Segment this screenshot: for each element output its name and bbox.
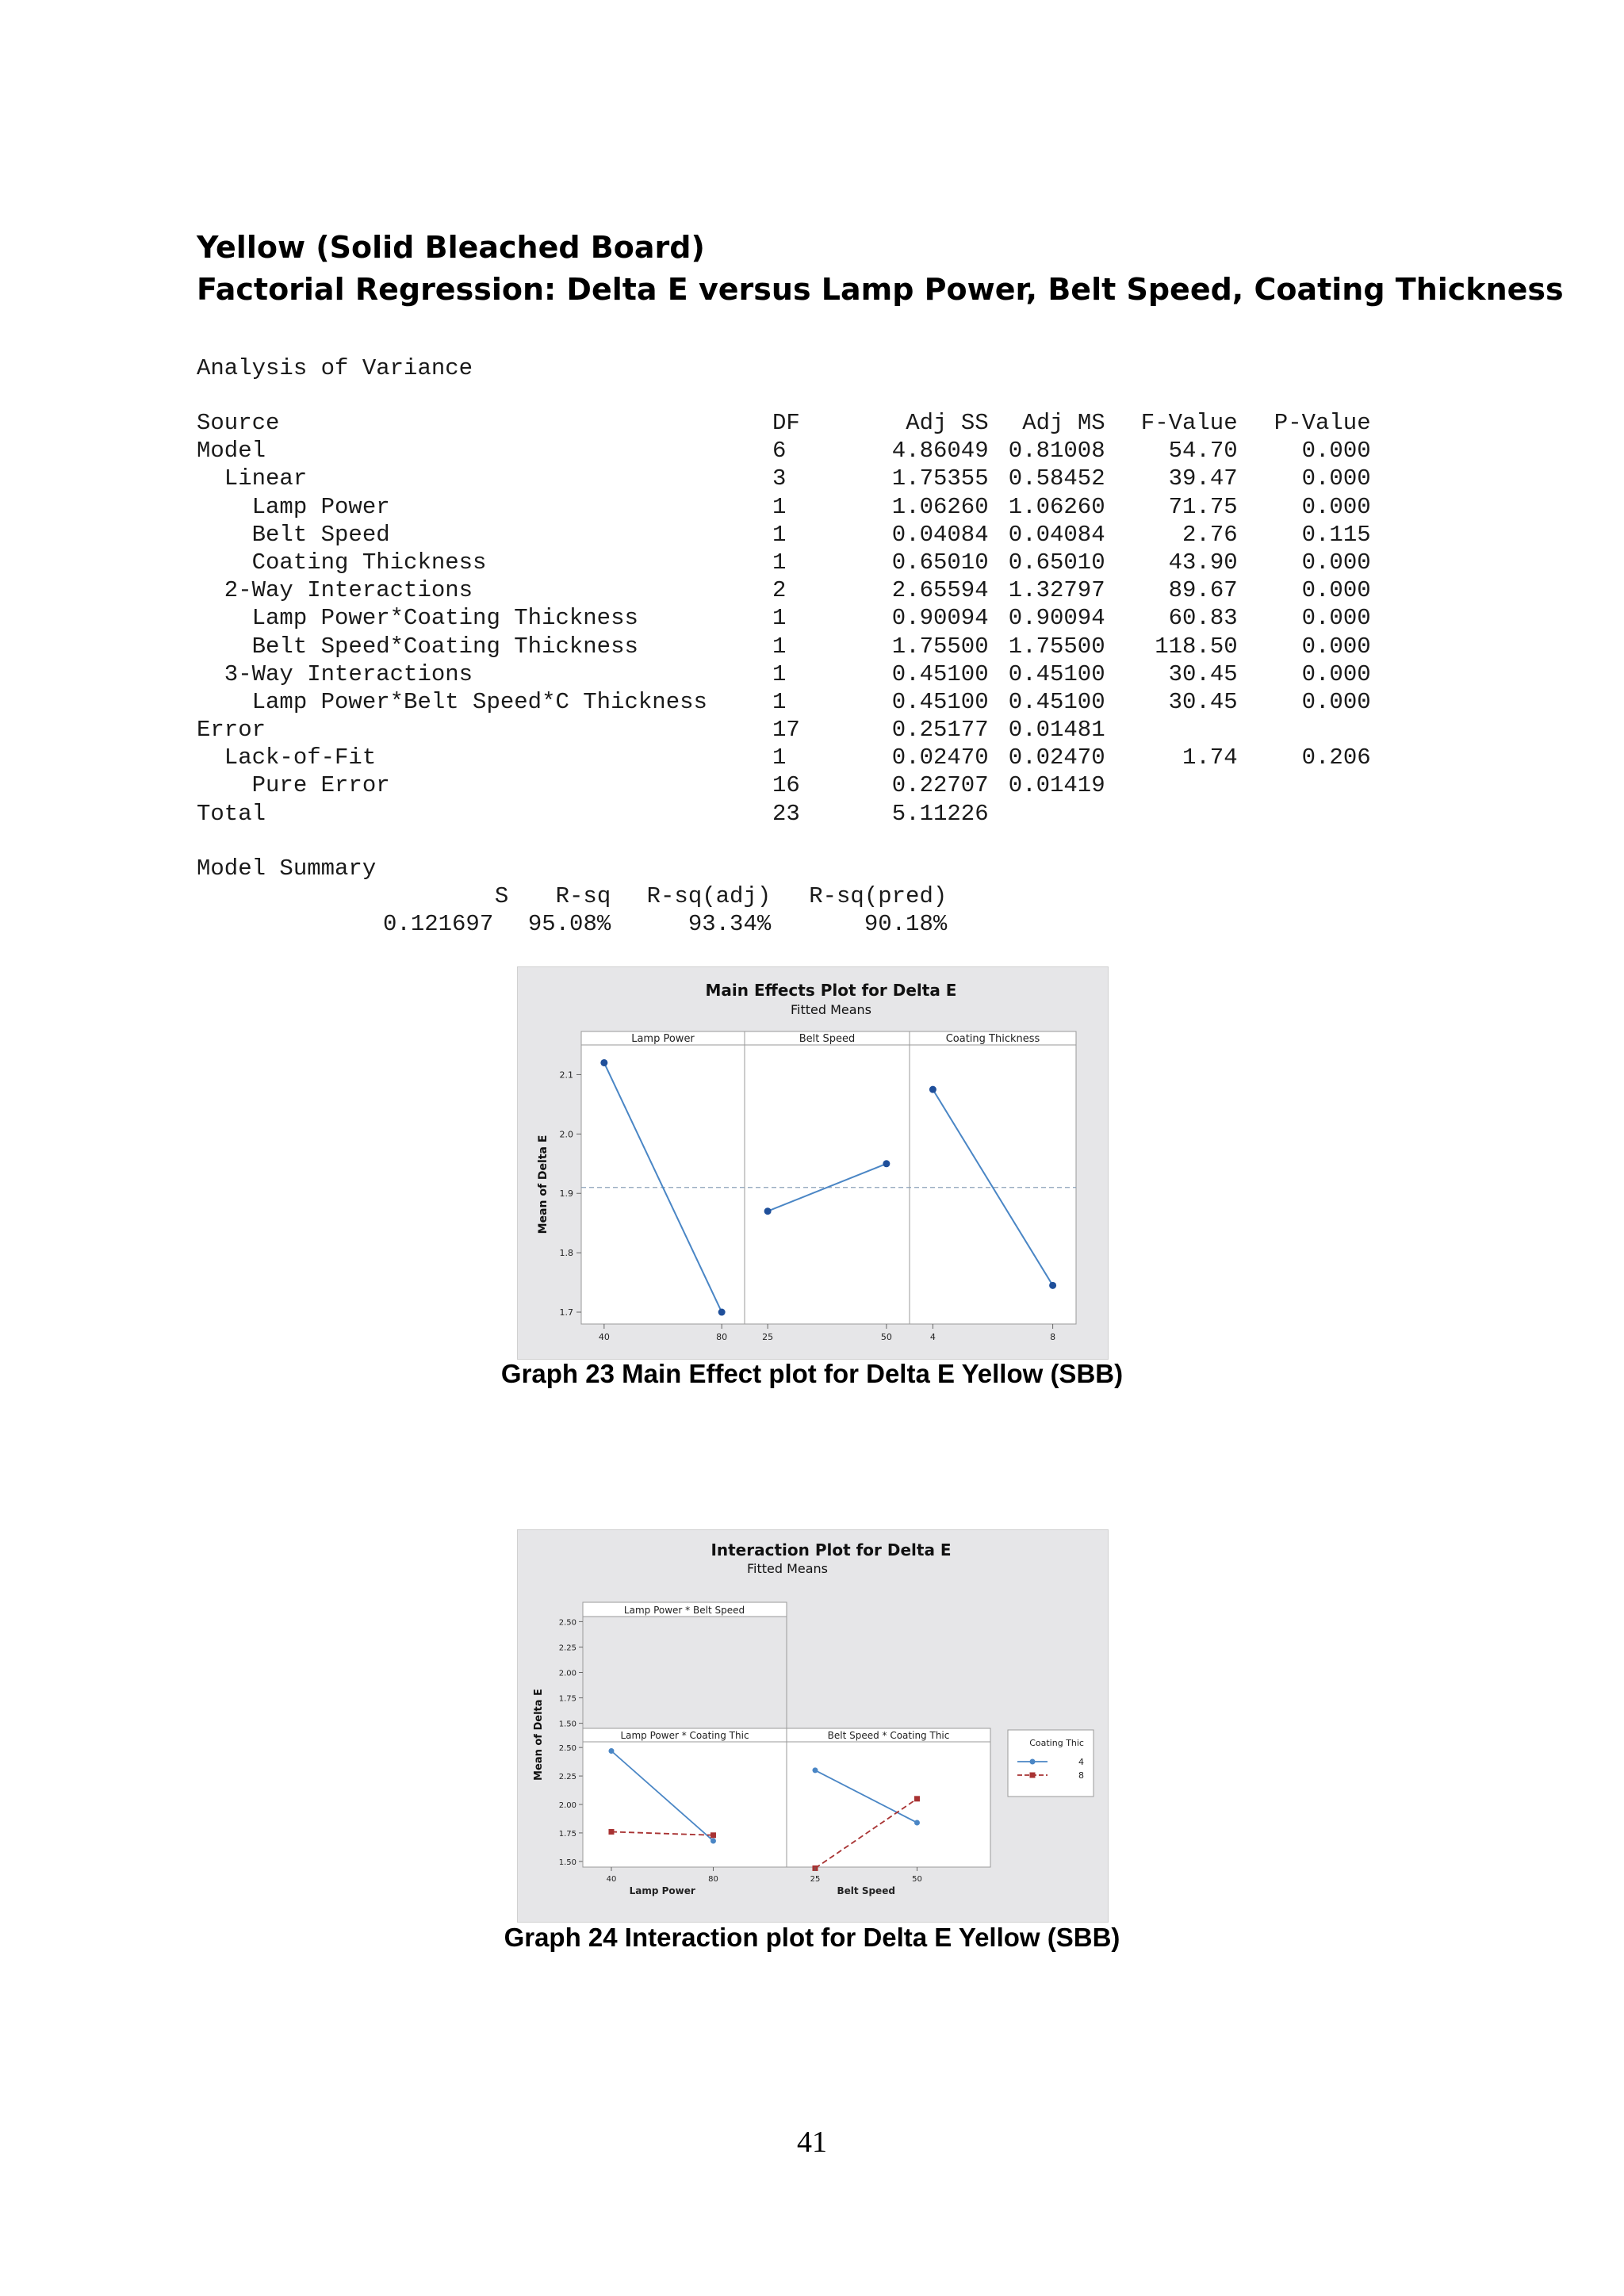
anova-row	[197, 549, 1371, 577]
anova-cell-ss: 2.65594	[891, 577, 989, 604]
anova-row	[197, 438, 1371, 465]
anova-cell-ms: 0.81008	[1008, 438, 1105, 465]
data-point	[764, 1207, 772, 1215]
model-summary-header-row	[197, 883, 948, 911]
anova-cell-df: 1	[772, 493, 787, 520]
anova-cell-source: 2-Way Interactions	[197, 577, 473, 604]
graph-24-caption: Graph 24 Interaction plot for Delta E Yellow (SBB)	[504, 1923, 1120, 1952]
x-tick-label: 50	[880, 1332, 892, 1342]
anova-cell-ss: 0.22707	[891, 772, 989, 799]
anova-row	[197, 660, 1371, 689]
x-tick-label: 25	[762, 1332, 774, 1342]
anova-cell-df: 1	[772, 549, 787, 576]
data-point-coating-4	[710, 1838, 716, 1843]
anova-cell-source: Model	[197, 438, 266, 465]
anova-cell-df: 1	[772, 521, 787, 548]
anova-cell-p: 0.000	[1301, 493, 1371, 520]
anova-cell-ms: 0.01419	[1008, 772, 1105, 799]
legend-marker-coating-4	[1030, 1759, 1036, 1765]
anova-cell-f: 2.76	[1182, 521, 1238, 548]
regression-title: Factorial Regression: Delta E versus Lamp Power, Belt Speed, Coating Thickness	[197, 272, 1564, 307]
interaction-chart	[518, 1530, 1108, 1922]
anova-table	[197, 410, 1371, 828]
summary-value-rsq-pred: 90.18%	[864, 911, 948, 938]
anova-cell-df: 1	[772, 605, 787, 632]
panel-header-label: Lamp Power * Coating Thic	[620, 1730, 749, 1741]
chart-subtitle: Fitted Means	[746, 1561, 829, 1576]
anova-cell-f: 89.67	[1168, 577, 1238, 604]
x-axis-label: Belt Speed	[837, 1885, 895, 1896]
y-tick-label: 1.50	[558, 1858, 576, 1867]
legend-marker-coating-8	[1030, 1773, 1036, 1778]
chart-title: Interaction Plot for Delta E	[710, 1540, 952, 1559]
y-axis-label: Mean of Delta E	[533, 1689, 545, 1781]
anova-cell-ms: 0.02470	[1008, 744, 1105, 771]
anova-row	[197, 744, 1371, 772]
anova-cell-source: Belt Speed*Coating Thickness	[197, 633, 638, 660]
anova-cell-f: 54.70	[1168, 438, 1238, 465]
anova-cell-ss: 0.65010	[891, 549, 989, 576]
summary-header-rsq-adj: R-sq(adj)	[646, 883, 772, 910]
anova-cell-df: 16	[772, 772, 800, 799]
anova-header-source: Source	[197, 410, 280, 436]
anova-cell-source: Lamp Power	[197, 493, 390, 520]
anova-cell-f: 43.90	[1168, 549, 1238, 576]
x-tick-label: 8	[1050, 1332, 1056, 1342]
data-point	[883, 1160, 890, 1167]
y-tick-label: 2.00	[558, 1669, 576, 1678]
legend-label-coating-4: 4	[1078, 1757, 1084, 1767]
anova-cell-p: 0.000	[1301, 577, 1371, 604]
x-tick-label: 40	[598, 1332, 610, 1342]
panel-plot-area	[583, 1742, 787, 1867]
anova-row	[197, 521, 1371, 549]
anova-cell-df: 17	[772, 717, 800, 744]
anova-cell-df: 2	[772, 577, 787, 604]
anova-cell-ss: 0.25177	[891, 717, 989, 744]
anova-header-row	[197, 410, 1371, 438]
summary-value-rsq-adj: 93.34%	[688, 911, 772, 938]
anova-title: Analysis of Variance	[197, 355, 473, 381]
anova-cell-df: 1	[772, 660, 787, 687]
main-effects-figure	[517, 966, 1109, 1360]
anova-cell-f: 30.45	[1168, 688, 1238, 715]
data-point	[600, 1059, 607, 1066]
y-tick-label: 1.9	[559, 1188, 573, 1200]
anova-cell-source: Lack-of-Fit	[197, 744, 377, 771]
data-point-coating-4	[608, 1748, 614, 1754]
model-summary	[197, 855, 948, 939]
panel-header-label: Belt Speed * Coating Thic	[827, 1730, 950, 1741]
anova-cell-p: 0.000	[1301, 688, 1371, 715]
anova-cell-p: 0.000	[1301, 465, 1371, 492]
data-point-coating-4	[914, 1820, 920, 1825]
x-tick-label: 25	[810, 1875, 821, 1884]
plot-area	[581, 1045, 1076, 1324]
anova-cell-ms: 0.45100	[1008, 660, 1105, 687]
summary-header-rsq-pred: R-sq(pred)	[809, 883, 948, 910]
anova-cell-source: Coating Thickness	[197, 549, 487, 576]
y-tick-label: 2.1	[559, 1070, 573, 1081]
y-tick-label: 1.75	[558, 1829, 576, 1839]
y-tick-label: 1.7	[559, 1307, 573, 1318]
anova-cell-df: 1	[772, 633, 787, 660]
legend-label-coating-8: 8	[1078, 1770, 1084, 1781]
summary-header-s: S	[494, 883, 509, 910]
section-title: Yellow (Solid Bleached Board)	[197, 230, 705, 265]
anova-cell-ss: 0.45100	[891, 660, 989, 687]
anova-cell-ms: 0.04084	[1008, 521, 1105, 548]
data-point-coating-8	[914, 1796, 920, 1801]
anova-row	[197, 717, 1105, 744]
x-tick-label: 40	[606, 1875, 617, 1884]
anova-header-adj-ms: Adj MS	[1022, 410, 1105, 436]
anova-row	[197, 577, 1371, 605]
anova-cell-p: 0.000	[1301, 633, 1371, 660]
anova-cell-ss: 0.45100	[891, 688, 989, 715]
x-tick-label: 80	[716, 1332, 728, 1342]
x-tick-label: 4	[929, 1332, 936, 1342]
summary-header-rsq: R-sq	[555, 883, 611, 910]
anova-cell-f: 1.74	[1182, 744, 1238, 771]
graph-23-caption: Graph 23 Main Effect plot for Delta E Yellow (SBB)	[500, 1359, 1124, 1388]
y-tick-label: 2.50	[558, 1618, 576, 1628]
data-point-coating-4	[812, 1767, 818, 1773]
anova-cell-ms: 1.32797	[1008, 577, 1105, 604]
anova-cell-ss: 0.04084	[891, 521, 989, 548]
y-tick-label: 1.75	[558, 1694, 576, 1704]
chart-title: Main Effects Plot for Delta E	[705, 981, 957, 1000]
anova-row	[197, 605, 1371, 633]
anova-cell-p: 0.000	[1301, 549, 1371, 576]
anova-cell-df: 1	[772, 688, 787, 715]
anova-row	[197, 688, 1371, 717]
panel-header-label: Lamp Power * Belt Speed	[623, 1605, 745, 1616]
x-tick-label: 50	[912, 1875, 922, 1884]
summary-value-s: 0.121697	[383, 911, 494, 938]
anova-cell-ms: 1.75500	[1008, 633, 1105, 660]
anova-cell-f: 71.75	[1168, 493, 1238, 520]
anova-cell-f: 60.83	[1168, 605, 1238, 632]
anova-cell-ss: 1.06260	[891, 493, 989, 520]
panel-header-label: Belt Speed	[799, 1033, 856, 1045]
anova-cell-ms: 0.65010	[1008, 549, 1105, 576]
anova-row	[197, 800, 989, 828]
anova-cell-df: 6	[772, 438, 787, 465]
y-tick-label: 1.50	[558, 1720, 576, 1729]
anova-cell-ms: 0.90094	[1008, 605, 1105, 632]
anova-cell-source: Belt Speed	[197, 521, 390, 548]
data-point	[718, 1309, 726, 1316]
anova-row	[197, 493, 1371, 522]
model-summary-title: Model Summary	[197, 855, 377, 882]
anova-cell-f: 30.45	[1168, 660, 1238, 687]
anova-row	[197, 633, 1371, 661]
data-point	[1049, 1282, 1056, 1289]
y-tick-label: 2.50	[558, 1744, 576, 1754]
data-point-coating-8	[710, 1832, 716, 1838]
anova-cell-f: 39.47	[1168, 465, 1238, 492]
anova-cell-ms: 1.06260	[1008, 493, 1105, 520]
anova-header-df: DF	[772, 410, 800, 436]
main-effects-chart	[518, 967, 1108, 1359]
anova-cell-p: 0.000	[1301, 660, 1371, 687]
anova-cell-df: 3	[772, 465, 787, 492]
anova-cell-p: 0.206	[1301, 744, 1371, 771]
anova-row	[197, 772, 1105, 800]
anova-cell-source: Linear	[197, 465, 308, 492]
anova-cell-f: 118.50	[1155, 633, 1238, 660]
anova-cell-source: Lamp Power*Belt Speed*C Thickness	[197, 688, 707, 715]
anova-cell-ss: 1.75355	[891, 465, 989, 492]
anova-header-p-value: P-Value	[1274, 410, 1371, 436]
y-tick-label: 2.0	[559, 1129, 573, 1140]
anova-cell-ss: 1.75500	[891, 633, 989, 660]
panel-plot-area	[787, 1742, 990, 1867]
anova-cell-ss: 5.11226	[891, 800, 989, 827]
y-tick-label: 2.25	[558, 1644, 576, 1653]
page-number: 41	[797, 2126, 827, 2159]
anova-header-adj-ss: Adj SS	[906, 410, 989, 436]
chart-subtitle: Fitted Means	[790, 1002, 872, 1017]
y-tick-label: 1.8	[559, 1248, 573, 1259]
anova-cell-source: Error	[197, 717, 266, 744]
anova-cell-ms: 0.01481	[1008, 717, 1105, 744]
anova-cell-df: 23	[772, 800, 800, 827]
top-panel-area	[583, 1617, 787, 1728]
anova-cell-source: Lamp Power*Coating Thickness	[197, 605, 638, 632]
data-point-coating-8	[608, 1829, 614, 1835]
legend-title: Coating Thic	[1029, 1738, 1084, 1748]
anova-cell-ss: 0.02470	[891, 744, 989, 771]
summary-value-rsq: 95.08%	[527, 911, 611, 938]
anova-cell-ss: 4.86049	[891, 438, 989, 465]
anova-cell-source: Total	[197, 800, 266, 827]
anova-header-f-value: F-Value	[1140, 410, 1238, 436]
anova-cell-source: 3-Way Interactions	[197, 660, 473, 687]
x-tick-label: 80	[708, 1875, 718, 1884]
interaction-figure	[517, 1529, 1109, 1923]
model-summary-value-row	[197, 911, 948, 939]
anova-cell-ms: 0.58452	[1008, 465, 1105, 492]
panel-header-label: Coating Thickness	[945, 1033, 1040, 1045]
y-tick-label: 2.00	[558, 1801, 576, 1810]
x-axis-label: Lamp Power	[629, 1885, 695, 1896]
y-axis-label: Mean of Delta E	[537, 1135, 550, 1234]
anova-cell-p: 0.000	[1301, 605, 1371, 632]
anova-cell-p: 0.000	[1301, 438, 1371, 465]
anova-row	[197, 465, 1371, 493]
anova-cell-df: 1	[772, 744, 787, 771]
y-tick-label: 2.25	[558, 1773, 576, 1782]
anova-cell-ms: 0.45100	[1008, 688, 1105, 715]
anova-cell-p: 0.115	[1301, 521, 1371, 548]
anova-cell-source: Pure Error	[197, 772, 390, 799]
data-point	[929, 1086, 936, 1093]
panel-header-label: Lamp Power	[631, 1033, 695, 1045]
anova-cell-ss: 0.90094	[891, 605, 989, 632]
